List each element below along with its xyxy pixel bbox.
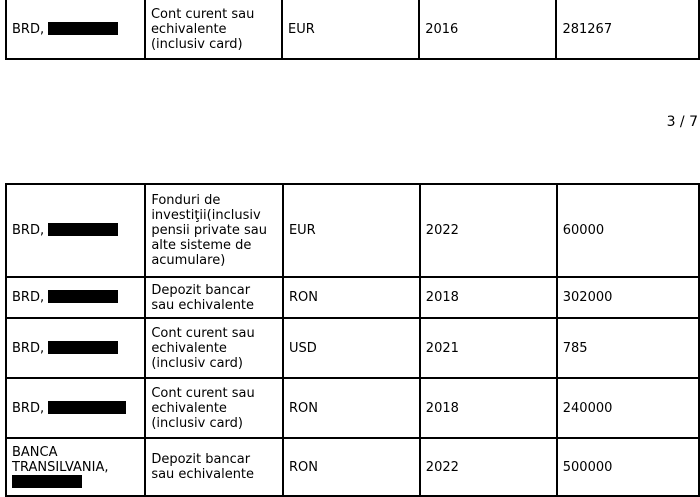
asset-type-cell: Depozit bancar sau echivalente [145, 438, 283, 496]
institution-name: BANCA TRANSILVANIA, [12, 444, 109, 475]
asset-type-cell: Cont curent sau echivalente (inclusiv card) [145, 318, 283, 378]
table-row [6, 438, 699, 496]
amount-cell: 785 [557, 318, 699, 378]
amount-cell: 281267 [556, 0, 699, 59]
redaction-bar [48, 401, 126, 414]
amount-cell: 302000 [557, 277, 699, 318]
currency-cell: RON [283, 277, 420, 318]
currency-cell: USD [283, 318, 420, 378]
year-cell: 2021 [420, 318, 557, 378]
currency-cell: RON [283, 438, 420, 496]
institution-name: BRD, [12, 340, 45, 356]
institution-cell [6, 0, 145, 59]
currency-cell: RON [283, 378, 420, 438]
year-cell: 2022 [420, 184, 557, 277]
year-cell: 2016 [419, 0, 556, 59]
institution-cell [6, 277, 145, 318]
institution-name: BRD, [12, 21, 45, 37]
table-row [6, 318, 699, 378]
redaction-bar [12, 475, 82, 488]
asset-type-cell: Depozit bancar sau echivalente [145, 277, 283, 318]
amount-cell: 240000 [557, 378, 699, 438]
assets-table-top [5, 0, 700, 60]
institution-cell [6, 378, 145, 438]
table-row [6, 277, 699, 318]
institution-cell [6, 184, 145, 277]
page-number: 3 / 7 [666, 114, 698, 130]
table-row [6, 0, 699, 59]
institution-name: BRD, [12, 400, 45, 416]
table-row [6, 184, 699, 277]
institution-cell [6, 318, 145, 378]
redaction-bar [48, 22, 118, 35]
asset-type-cell: Fonduri de investiţii(inclusiv pensii private sau alte sisteme de acumulare) [145, 184, 283, 277]
year-cell: 2022 [420, 438, 557, 496]
assets-table-bottom [5, 183, 700, 497]
institution-name: BRD, [12, 290, 45, 305]
asset-type-cell: Cont curent sau echivalente (inclusiv card) [145, 378, 283, 438]
currency-cell: EUR [283, 184, 420, 277]
amount-cell: 500000 [557, 438, 699, 496]
year-cell: 2018 [420, 378, 557, 438]
asset-type-cell: Cont curent sau echivalente (inclusiv card) [145, 0, 282, 59]
redaction-bar [48, 290, 118, 303]
institution-cell [6, 438, 145, 496]
amount-cell: 60000 [557, 184, 699, 277]
currency-cell: EUR [282, 0, 419, 59]
table-row [6, 378, 699, 438]
redaction-bar [48, 341, 118, 354]
institution-name: BRD, [12, 223, 45, 238]
year-cell: 2018 [420, 277, 557, 318]
redaction-bar [48, 223, 118, 236]
